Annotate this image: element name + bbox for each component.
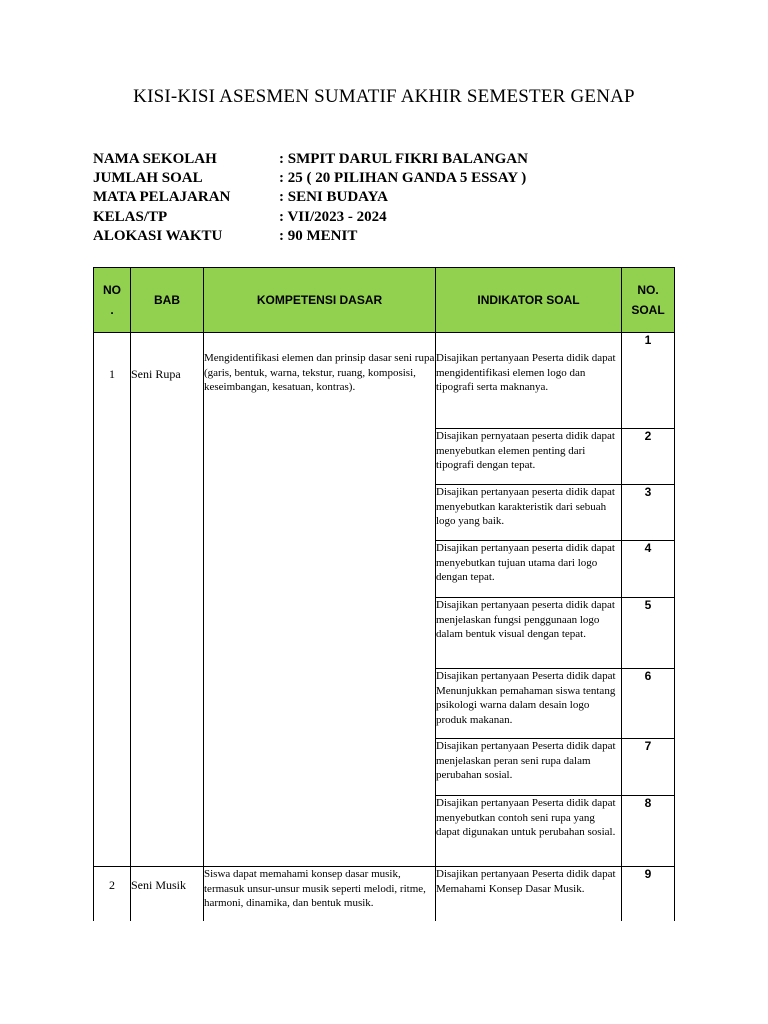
cell-no-soal: 4 bbox=[622, 541, 675, 598]
info-label: KELAS/TP bbox=[93, 208, 168, 225]
cell-no-soal: 8 bbox=[622, 796, 675, 867]
table-row bbox=[94, 867, 675, 921]
table-row bbox=[94, 333, 675, 429]
cell-indikator: Disajikan pertanyaan Peserta didik dapat Menunjukkan pemahaman siswa tentang psikologi warna dalam desain logo produk makanan. bbox=[436, 669, 622, 739]
info-block bbox=[93, 150, 528, 246]
cell-no-soal: 1 bbox=[622, 333, 675, 429]
header-no bbox=[94, 268, 131, 333]
header-no-soal bbox=[622, 268, 675, 333]
header-bab: BAB bbox=[131, 268, 204, 333]
info-row-jumlah-soal bbox=[93, 169, 528, 188]
cell-indikator: Disajikan pertanyaan peserta didik dapat menyebutkan karakteristik dari sebuah logo yang baik. bbox=[436, 485, 622, 541]
info-label: MATA PELAJARAN bbox=[93, 189, 231, 206]
cell-kompetensi-dasar: Siswa dapat memahami konsep dasar musik, termasuk unsur-unsur musik seperti melodi, ritme, harmoni, dinamika, dan bentuk musik. bbox=[204, 867, 436, 921]
cell-no-soal: 5 bbox=[622, 598, 675, 669]
info-value: : VII/2023 - 2024 bbox=[279, 208, 387, 225]
info-value: : 90 MENIT bbox=[279, 227, 358, 244]
info-label: ALOKASI WAKTU bbox=[93, 227, 223, 244]
cell-indikator: Disajikan pernyataan peserta didik dapat menyebutkan elemen penting dari tipografi dengan tepat. bbox=[436, 429, 622, 485]
info-value: : 25 ( 20 PILIHAN GANDA 5 ESSAY ) bbox=[279, 170, 527, 187]
cell-no: 2 bbox=[94, 867, 131, 921]
info-value: : SMPIT DARUL FIKRI BALANGAN bbox=[279, 151, 528, 167]
header-indikator-soal: INDIKATOR SOAL bbox=[436, 268, 622, 333]
cell-indikator: Disajikan pertanyaan Peserta didik dapat Memahami Konsep Dasar Musik. bbox=[436, 867, 622, 921]
table-header-row bbox=[94, 268, 675, 333]
cell-bab: Seni Rupa bbox=[131, 333, 204, 867]
info-row-alokasi-waktu bbox=[93, 227, 528, 246]
info-row-mata-pelajaran bbox=[93, 188, 528, 207]
cell-indikator: Disajikan pertanyaan Peserta didik dapat mengidentifikasi elemen logo dan tipografi serta maknanya. bbox=[436, 333, 622, 429]
cell-no: 1 bbox=[94, 333, 131, 867]
cell-bab: Seni Musik bbox=[131, 867, 204, 921]
cell-no-soal: 9 bbox=[622, 867, 675, 921]
info-label: NAMA SEKOLAH bbox=[93, 151, 217, 167]
info-row-nama-sekolah bbox=[93, 150, 528, 169]
header-no-label: NO . bbox=[103, 283, 121, 317]
info-value: : SENI BUDAYA bbox=[279, 189, 388, 206]
cell-indikator: Disajikan pertanyaan peserta didik dapat menjelaskan fungsi penggunaan logo dalam bentuk visual dengan tepat. bbox=[436, 598, 622, 669]
cell-no-soal: 6 bbox=[622, 669, 675, 739]
document-title: KISI-KISI ASESMEN SUMATIF AKHIR SEMESTER GENAP bbox=[133, 86, 635, 107]
cell-kompetensi-dasar: Mengidentifikasi elemen dan prinsip dasar seni rupa (garis, bentuk, warna, tekstur, ruang, komposisi, keseimbangan, kesatuan, kontras). bbox=[204, 333, 436, 867]
info-label: JUMLAH SOAL bbox=[93, 170, 203, 187]
cell-no-soal: 3 bbox=[622, 485, 675, 541]
info-row-kelas-tp bbox=[93, 208, 528, 227]
cell-no-soal: 2 bbox=[622, 429, 675, 485]
cell-no-soal: 7 bbox=[622, 739, 675, 796]
header-kompetensi-dasar: KOMPETENSI DASAR bbox=[204, 268, 436, 333]
cell-indikator: Disajikan pertanyaan Peserta didik dapat menyebutkan contoh seni rupa yang dapat digunakan untuk perubahan sosial. bbox=[436, 796, 622, 867]
kisi-kisi-table bbox=[93, 267, 675, 921]
cell-indikator: Disajikan pertanyaan peserta didik dapat menyebutkan tujuan utama dari logo dengan tepat. bbox=[436, 541, 622, 598]
cell-indikator: Disajikan pertanyaan Peserta didik dapat menjelaskan peran seni rupa dalam perubahan sosial. bbox=[436, 739, 622, 796]
header-no-soal-label: NO. SOAL bbox=[631, 283, 665, 317]
